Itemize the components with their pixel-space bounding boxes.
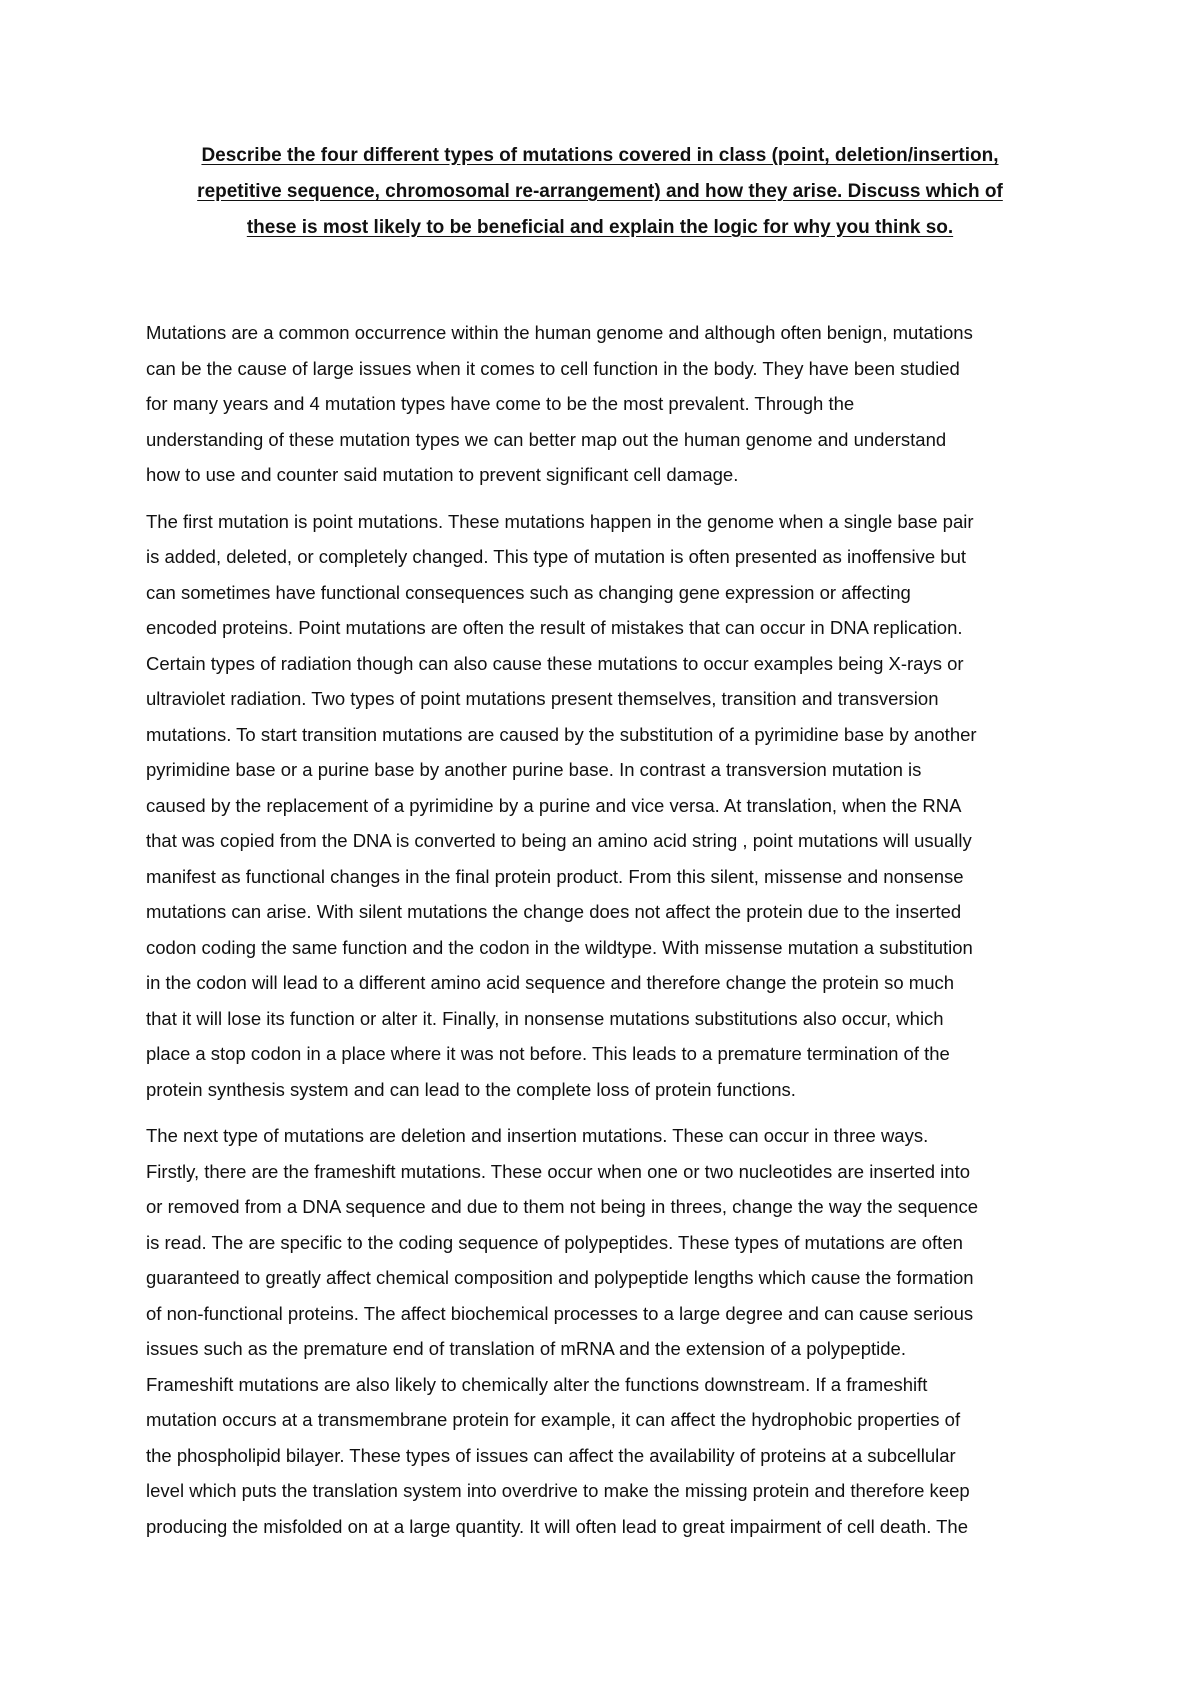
text-line: how to use and counter said mutation to prevent significant cell damage.	[146, 464, 739, 485]
text-line: pyrimidine base or a purine base by another purine base. In contrast a transversion mutation is	[146, 759, 922, 780]
text-line: Firstly, there are the frameshift mutations. These occur when one or two nucleotides are inserted into	[146, 1160, 970, 1182]
text-line: caused by the replacement of a pyrimidine by a purine and vice versa. At translation, when the RNA	[146, 794, 962, 816]
text-line: mutation occurs at a transmembrane protein for example, it can affect the hydrophobic properties of	[146, 1409, 961, 1430]
text-line: mutations. To start transition mutations are caused by the substitution of a pyrimidine base by another	[146, 723, 977, 745]
text-line: codon coding the same function and the codon in the wildtype. With missense mutation a substitution	[146, 936, 973, 958]
text-line: ultraviolet radiation. Two types of point mutations present themselves, transition and transversion	[146, 688, 939, 709]
paragraph-deletion-insertion	[146, 1118, 1066, 1544]
text-line: level which puts the translation system into overdrive to make the missing protein and therefore keep	[146, 1480, 970, 1501]
text-line: that it will lose its function or alter it. Finally, in nonsense mutations substitutions also occur, which	[146, 1007, 944, 1029]
text-line: encoded proteins. Point mutations are often the result of mistakes that can occur in DNA replication.	[146, 617, 963, 638]
text-line: guaranteed to greatly affect chemical composition and polypeptide lengths which cause the formation	[146, 1267, 974, 1288]
text-line: place a stop codon in a place where it was not before. This leads to a premature termination of the	[146, 1043, 950, 1064]
essay-body	[146, 315, 1066, 1555]
text-line: Frameshift mutations are also likely to chemically alter the functions downstream. If a frameshift	[146, 1373, 928, 1395]
title-line: these is most likely to be beneficial and explain the logic for why you think so.	[246, 217, 954, 238]
text-line: can sometimes have functional consequences such as changing gene expression or affecting	[146, 581, 911, 603]
text-line: in the codon will lead to a different amino acid sequence and therefore change the protein so much	[146, 972, 955, 993]
paragraph-introduction	[146, 315, 1066, 493]
text-line: of non-functional proteins. The affect biochemical processes to a large degree and can cause serious	[146, 1302, 974, 1324]
text-line: The first mutation is point mutations. These mutations happen in the genome when a single base pair	[146, 510, 974, 532]
text-line: is added, deleted, or completely changed. This type of mutation is often presented as inoffensive but	[146, 546, 966, 567]
text-line: for many years and 4 mutation types have come to be the most prevalent. Through the	[146, 393, 855, 414]
text-line: Certain types of radiation though can also cause these mutations to occur examples being X-rays or	[146, 652, 964, 674]
text-line: protein synthesis system and can lead to the complete loss of protein functions.	[146, 1078, 796, 1100]
text-line: is read. The are specific to the coding sequence of polypeptides. These types of mutations are often	[146, 1231, 963, 1253]
title-line: repetitive sequence, chromosomal re-arrangement) and how they arise. Discuss which of	[197, 181, 1003, 202]
text-line: or removed from a DNA sequence and due to them not being in threes, change the way the sequence	[146, 1196, 978, 1217]
paragraph-point-mutations	[146, 504, 1066, 1108]
text-line: producing the misfolded on at a large quantity. It will often lead to great impairment of cell death. The	[146, 1515, 969, 1537]
text-line: that was copied from the DNA is converted to being an amino acid string , point mutations will usually	[146, 830, 972, 851]
essay-question-title	[160, 138, 1040, 246]
text-line: manifest as functional changes in the final protein product. From this silent, missense and nonsense	[146, 865, 964, 887]
text-line: mutations can arise. With silent mutations the change does not affect the protein due to the inserted	[146, 901, 962, 922]
text-line: issues such as the premature end of translation of mRNA and the extension of a polypeptide.	[146, 1338, 906, 1359]
text-line: The next type of mutations are deletion and insertion mutations. These can occur in three ways.	[146, 1125, 929, 1146]
text-line: Mutations are a common occurrence within the human genome and although often benign, mutations	[146, 322, 973, 343]
text-line: the phospholipid bilayer. These types of issues can affect the availability of proteins at a subcellular	[146, 1444, 956, 1466]
text-line: understanding of these mutation types we can better map out the human genome and understand	[146, 428, 947, 450]
text-line: can be the cause of large issues when it comes to cell function in the body. They have been studied	[146, 357, 960, 379]
title-line: Describe the four different types of mutations covered in class (point, deletion/insertion,	[201, 145, 999, 166]
